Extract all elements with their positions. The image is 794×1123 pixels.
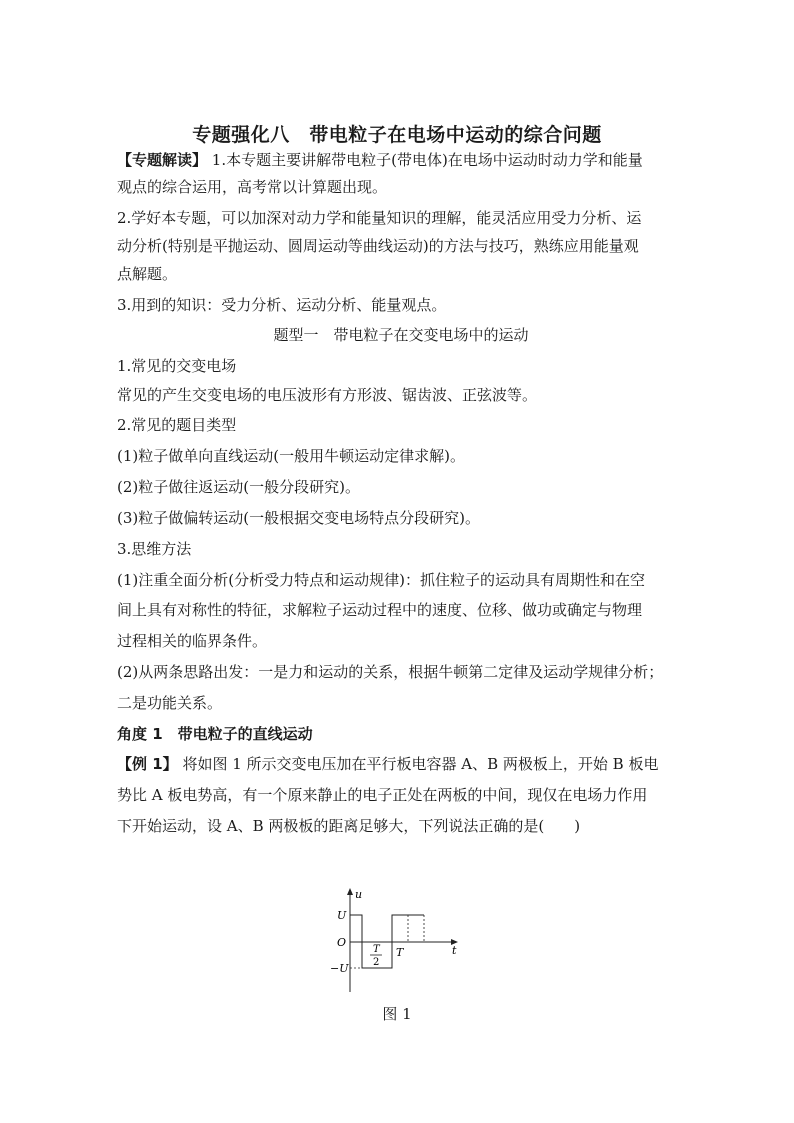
- voltage-waveform-figure: [320, 886, 470, 996]
- intro-p2-line-3: 点解题。: [117, 265, 178, 283]
- section-h3: 3.思维方法: [117, 540, 192, 558]
- method-2-line-2: 二是功能关系。: [117, 694, 223, 712]
- axis-label-t: t: [452, 944, 457, 957]
- section-h2: 2.常见的题目类型: [117, 416, 237, 434]
- label-T: T: [396, 946, 404, 959]
- section-t1: 常见的产生交变电场的电压波形有方形波、锯齿波、正弦波等。: [117, 386, 538, 404]
- example-tag: 【例 1】: [117, 755, 178, 773]
- example-text-1: 将如图 1 所示交变电压加在平行板电容器 A、B 两极板上，开始 B 板电: [177, 755, 659, 773]
- intro-p3: 3.用到的知识：受力分析、运动分析、能量观点。: [117, 296, 447, 314]
- label-half-T-den: 2: [373, 957, 380, 968]
- intro-line-1: [117, 150, 685, 170]
- label-neg-U: −U: [330, 962, 349, 975]
- method-2-line-1: (2)从两条思路出发：一是力和运动的关系，根据牛顿第二定律及运动学规律分析；: [117, 663, 664, 681]
- example-line-1: [117, 754, 685, 774]
- section-l3: (3)粒子做偏转运动(一般根据交变电场特点分段研究)。: [117, 509, 480, 527]
- method-1-line-1: (1)注重全面分析(分析受力特点和运动规律)：抓住粒子的运动具有周期性和在空: [117, 571, 645, 589]
- example-line-3: 下开始运动，设 A、B 两极板的距离足够大，下列说法正确的是( ): [117, 817, 581, 835]
- axis-label-u: u: [355, 888, 363, 901]
- method-1-line-2: 间上具有对称性的特征，求解粒子运动过程中的速度、位移、做功或确定与物理: [117, 601, 643, 619]
- intro-p2-line-1: 2.学好本专题，可以加深对动力学和能量知识的理解，能灵活应用受力分析、运: [117, 209, 642, 227]
- label-U: U: [337, 909, 347, 922]
- intro-line-2: 观点的综合运用，高考常以计算题出现。: [117, 178, 388, 196]
- figure-caption: 图 1: [382, 1005, 412, 1023]
- section-l2: (2)粒子做往返运动(一般分段研究)。: [117, 478, 360, 496]
- intro-text-1: 1.本专题主要讲解带电粒子(带电体)在电场中运动时动力学和能量: [207, 151, 643, 169]
- origin-label: O: [337, 936, 347, 949]
- section-h1: 1.常见的交变电场: [117, 357, 237, 375]
- intro-p2-line-2: 动分析(特别是平抛运动、圆周运动等曲线运动)的方法与技巧，熟练应用能量观: [117, 237, 639, 255]
- intro-tag: 【专题解读】: [117, 151, 208, 169]
- example-line-2: 势比 A 板电势高，有一个原来静止的电子正处在两板的中间，现仅在电场力作用: [117, 786, 648, 804]
- method-1-line-3: 过程相关的临界条件。: [117, 632, 268, 650]
- section-l1: (1)粒子做单向直线运动(一般用牛顿运动定律求解)。: [117, 447, 465, 465]
- angle-heading: 角度 1 带电粒子的直线运动: [117, 725, 313, 743]
- page-title: 专题强化八 带电粒子在电场中运动的综合问题: [192, 124, 602, 146]
- section-heading: 题型一 带电粒子在交变电场中的运动: [273, 326, 529, 344]
- label-half-T-num: T: [373, 944, 380, 955]
- y-axis-arrow: [347, 888, 353, 895]
